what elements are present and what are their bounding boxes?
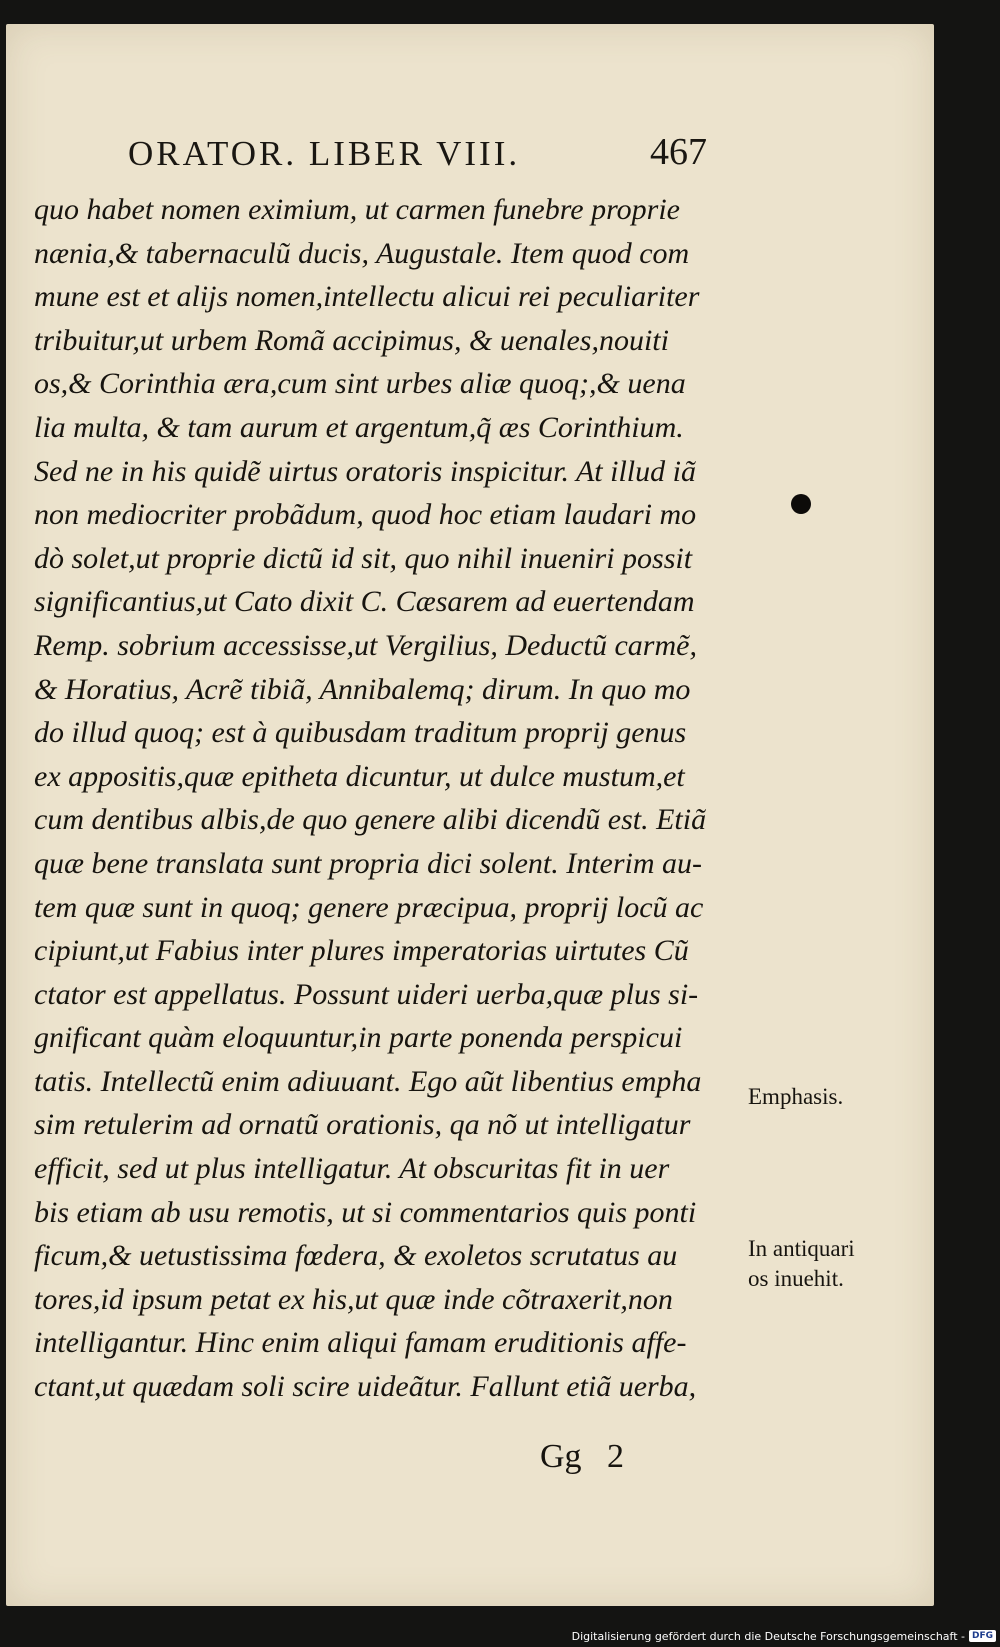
text-line: ex appositis,quæ epitheta dicuntur, ut dulce mustum,et bbox=[34, 759, 685, 793]
text-line: ctator est appellatus. Possunt uideri uerba,quæ plus si- bbox=[34, 977, 699, 1011]
credit-text: Digitalisierung gefördert durch die Deutsche Forschungsgemeinschaft - bbox=[571, 1629, 965, 1643]
text-line: quo habet nomen eximium, ut carmen funebre proprie bbox=[34, 193, 680, 226]
signature-mark: Gg 2 bbox=[540, 1438, 625, 1475]
marginal-note-text: Emphasis. bbox=[748, 1084, 844, 1109]
text-line: tribuitur,ut urbem Romã accipimus, & uenales,nouiti bbox=[34, 323, 669, 357]
text-line: intelligantur. Hinc enim aliqui famam eruditionis affe- bbox=[34, 1326, 687, 1360]
text-line: bis etiam ab usu remotis, ut si commentarios quis ponti bbox=[34, 1195, 697, 1229]
text-line: efficit, sed ut plus intelligatur. At obscuritas fit in uer bbox=[34, 1152, 670, 1186]
text-line: tem quæ sunt in quoq; genere præcipua, proprij locũ ac bbox=[34, 890, 704, 924]
text-line: Remp. sobrium accessisse,ut Vergilius, Deductũ carmẽ, bbox=[34, 628, 697, 662]
text-line: gnificant quàm eloquuntur,in parte ponenda perspicui bbox=[34, 1021, 683, 1055]
text-line: ctant,ut quædam soli scire uideãtur. Fallunt etiã uerba, bbox=[34, 1370, 697, 1404]
text-line: non mediocriter probãdum, quod hoc etiam laudari mo bbox=[34, 498, 697, 532]
digitization-credit bbox=[572, 1627, 996, 1645]
marginal-note-line: os inuehit. bbox=[748, 1266, 844, 1291]
text-line: os,& Corinthia æra,cum sint urbes aliæ quoq;,& uena bbox=[34, 367, 686, 401]
dfg-logo: DFG bbox=[969, 1630, 996, 1642]
marginal-note-line: In antiquari bbox=[748, 1236, 855, 1261]
page-number: 467 bbox=[650, 131, 707, 173]
text-line: sim retulerim ad ornatũ orationis, qa nõ ut intelligatur bbox=[34, 1108, 691, 1142]
text-line: mune est et alijs nomen,intellectu alicui rei peculiariter bbox=[34, 280, 700, 314]
text-line: cum dentibus albis,de quo genere alibi dicendũ est. Etiã bbox=[34, 803, 707, 837]
marginal-note-antiquarians bbox=[748, 1234, 855, 1294]
body-text bbox=[34, 188, 754, 1409]
marginal-note-emphasis bbox=[748, 1082, 843, 1112]
running-head bbox=[128, 128, 748, 184]
text-line: Sed ne in his quidẽ uirtus oratoris inspicitur. At illud iã bbox=[34, 454, 696, 488]
text-line: do illud quoq; est à quibusdam traditum proprij genus bbox=[34, 716, 687, 750]
ink-spot bbox=[791, 494, 811, 514]
text-line: quæ bene translata sunt propria dici solent. Interim au- bbox=[34, 846, 703, 880]
text-line: tatis. Intellectũ enim adiuuant. Ego aũt libentius empha bbox=[34, 1064, 702, 1098]
text-line: & Horatius, Acrẽ tibiã, Annibalemq; dirum. In quo mo bbox=[34, 672, 691, 706]
text-line: dò solet,ut proprie dictũ id sit, quo nihil inueniri possit bbox=[34, 541, 693, 575]
text-line: lia multa, & tam aurum et argentum,q̃ æs Corinthium. bbox=[34, 410, 684, 444]
text-line: ficum,& uetustissima fœdera, & exoletos scrutatus au bbox=[34, 1239, 678, 1273]
running-head-title: ORATOR. LIBER VIII. bbox=[128, 134, 521, 173]
text-line: cipiunt,ut Fabius inter plures imperatorias uirtutes Cũ bbox=[34, 934, 689, 968]
text-line: nænia,& tabernaculũ ducis, Augustale. Item quod com bbox=[34, 236, 690, 270]
text-line: significantius,ut Cato dixit C. Cæsarem ad euertendam bbox=[34, 585, 695, 619]
text-line: tores,id ipsum petat ex his,ut quæ inde cõtraxerit,non bbox=[34, 1282, 673, 1316]
book-page bbox=[6, 24, 934, 1606]
